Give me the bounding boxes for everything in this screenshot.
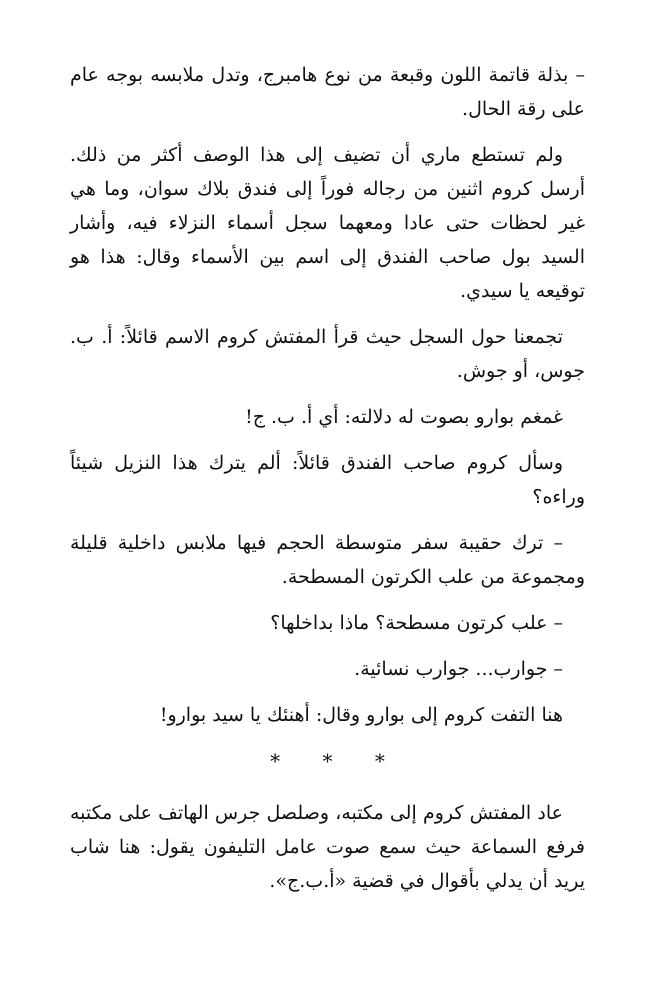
paragraph-stockings: – جوارب... جوارب نسائية. [354, 658, 563, 680]
paragraph-crome-question: وسأل كروم صاحب الفندق قائلاً: ألم يترك هذا النزيل شيئاً وراءه؟ [70, 452, 585, 508]
paragraph-hotel-register: ولم تستطع ماري أن تضيف إلى هذا الوصف أكثر من ذلك. أرسل كروم اثنين من رجاله فوراً إلى فندق بلاك سوان، وما هي غير لحظات حتى عادا ومعهما سجل أسماء النزلاء فيه، وأشار السيد بول صاحب الفندق إلى اسم بين الأسماء وقال: هذا هو توقيعه يا سيدي. [70, 144, 585, 302]
paragraph-reading-name: تجمعنا حول السجل حيث قرأ المفتش كروم الاسم قائلاً: أ. ب. جوس، أو جوش. [70, 326, 585, 382]
paragraph-phone-call: عاد المفتش كروم إلى مكتبه، وصلصل جرس الهاتف على مكتبه فرفع السماعة حيث سمع صوت عامل التليفون يقول: هنا شاب يريد أن يدلي بأقوال في قضية «أ.ب.ج». [70, 802, 585, 892]
section-separator: * * * [270, 749, 403, 773]
paragraph-congratulations: هنا التفت كروم إلى بوارو وقال: أهنئك يا سيد بوارو! [159, 704, 563, 726]
paragraph-cartons: – علب كرتون مسطحة؟ ماذا بداخلها؟ [270, 612, 563, 634]
paragraph-suitcase: – ترك حقيبة سفر متوسطة الحجم فيها ملابس داخلية قليلة ومجموعة من علب الكرتون المسطحة. [70, 532, 585, 588]
paragraph-poirot-murmur: غمغم بوارو بصوت له دلالته: أي أ. ب. ج! [245, 406, 563, 428]
book-page [70, 58, 585, 910]
paragraph-description: – بذلة قاتمة اللون وقبعة من نوع هامبرج، وتدل ملابسه بوجه عام على رقة الحال. [70, 64, 585, 120]
